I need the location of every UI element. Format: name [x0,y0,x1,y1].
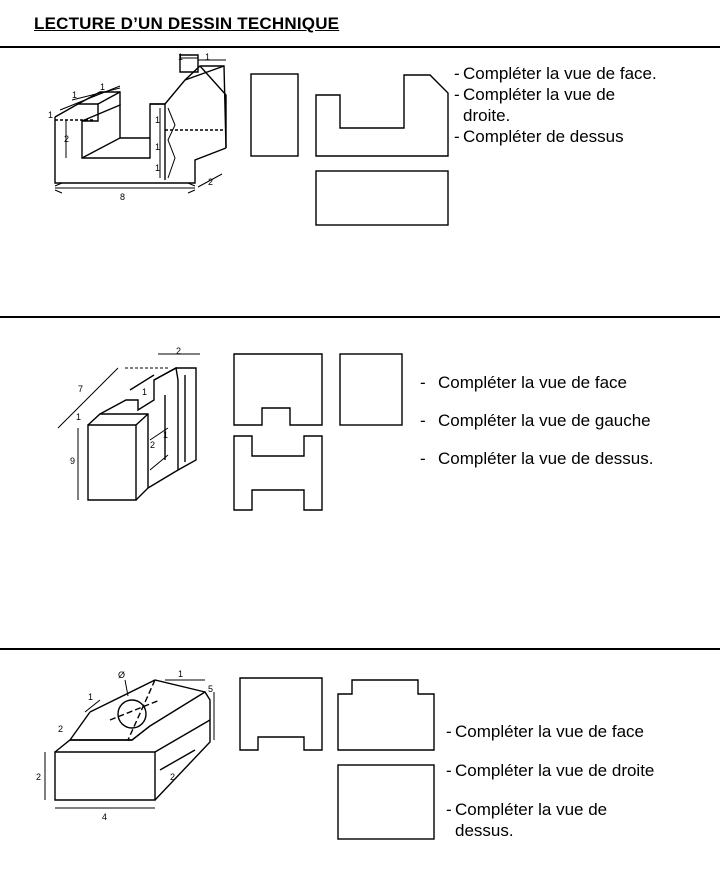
svg-text:2: 2 [58,724,64,734]
instruction-text: Compléter la vue de face [455,722,644,741]
isometric-piece-1 [55,55,226,183]
svg-text:9: 9 [70,456,76,466]
dimension-lines-3 [45,680,214,808]
instruction-text: Compléter la vue de droite. [463,85,616,125]
svg-text:1: 1 [76,412,82,422]
svg-text:8: 8 [120,192,126,202]
instruction-item: - Compléter la vue de dessus. [446,799,686,841]
instruction-item: - Compléter la vue de droite. [454,84,663,126]
instruction-text: Compléter la vue de gauche [438,411,651,430]
svg-text:2: 2 [36,772,42,782]
svg-text:2: 2 [176,346,182,356]
svg-text:7: 7 [78,384,84,394]
instruction-text: Compléter la vue de dessus. [455,800,608,840]
svg-text:4: 4 [102,812,108,822]
svg-text:1: 1 [155,115,161,125]
isometric-piece-3 [55,680,210,800]
svg-text:1: 1 [48,110,54,120]
svg-text:1: 1 [205,52,211,62]
svg-text:1: 1 [163,430,169,440]
svg-text:2: 2 [170,772,176,782]
instructions-1 [454,63,663,147]
instructions-3 [446,721,686,859]
instruction-text: Compléter la vue de face. [463,64,657,83]
svg-text:1: 1 [72,90,78,100]
svg-text:1: 1 [88,692,94,702]
svg-text:Ø: Ø [118,670,126,680]
svg-text:1: 1 [155,142,161,152]
instruction-item: - Compléter la vue de droite [446,761,655,780]
page-title: LECTURE D’UN DESSIN TECHNIQUE [34,14,340,33]
svg-text:1: 1 [100,82,106,92]
instruction-text: Compléter la vue de droite [455,761,655,780]
instruction-item: - Compléter la vue de face. [454,64,657,83]
svg-text:1: 1 [178,669,184,679]
instruction-item: - Compléter de dessus [454,127,624,146]
svg-text:1: 1 [142,387,148,397]
svg-text:2: 2 [208,177,214,187]
instruction-item: - Compléter la vue de face [420,373,627,392]
instruction-item: - Compléter la vue de face [446,722,644,741]
instruction-item: - Compléter la vue de dessus. [420,449,654,468]
svg-text:5: 5 [208,684,214,694]
instruction-item: - Compléter la vue de gauche [420,411,651,430]
instruction-text: Compléter la vue de face [438,373,627,392]
instruction-text: Compléter la vue de dessus. [438,449,654,468]
svg-text:2: 2 [150,440,156,450]
svg-text:1: 1 [155,163,161,173]
dimension-lines-1 [55,58,226,193]
instruction-text: Compléter de dessus [463,127,624,146]
instructions-2 [420,372,653,486]
svg-text:2: 2 [64,134,70,144]
svg-text:1: 1 [178,52,184,62]
